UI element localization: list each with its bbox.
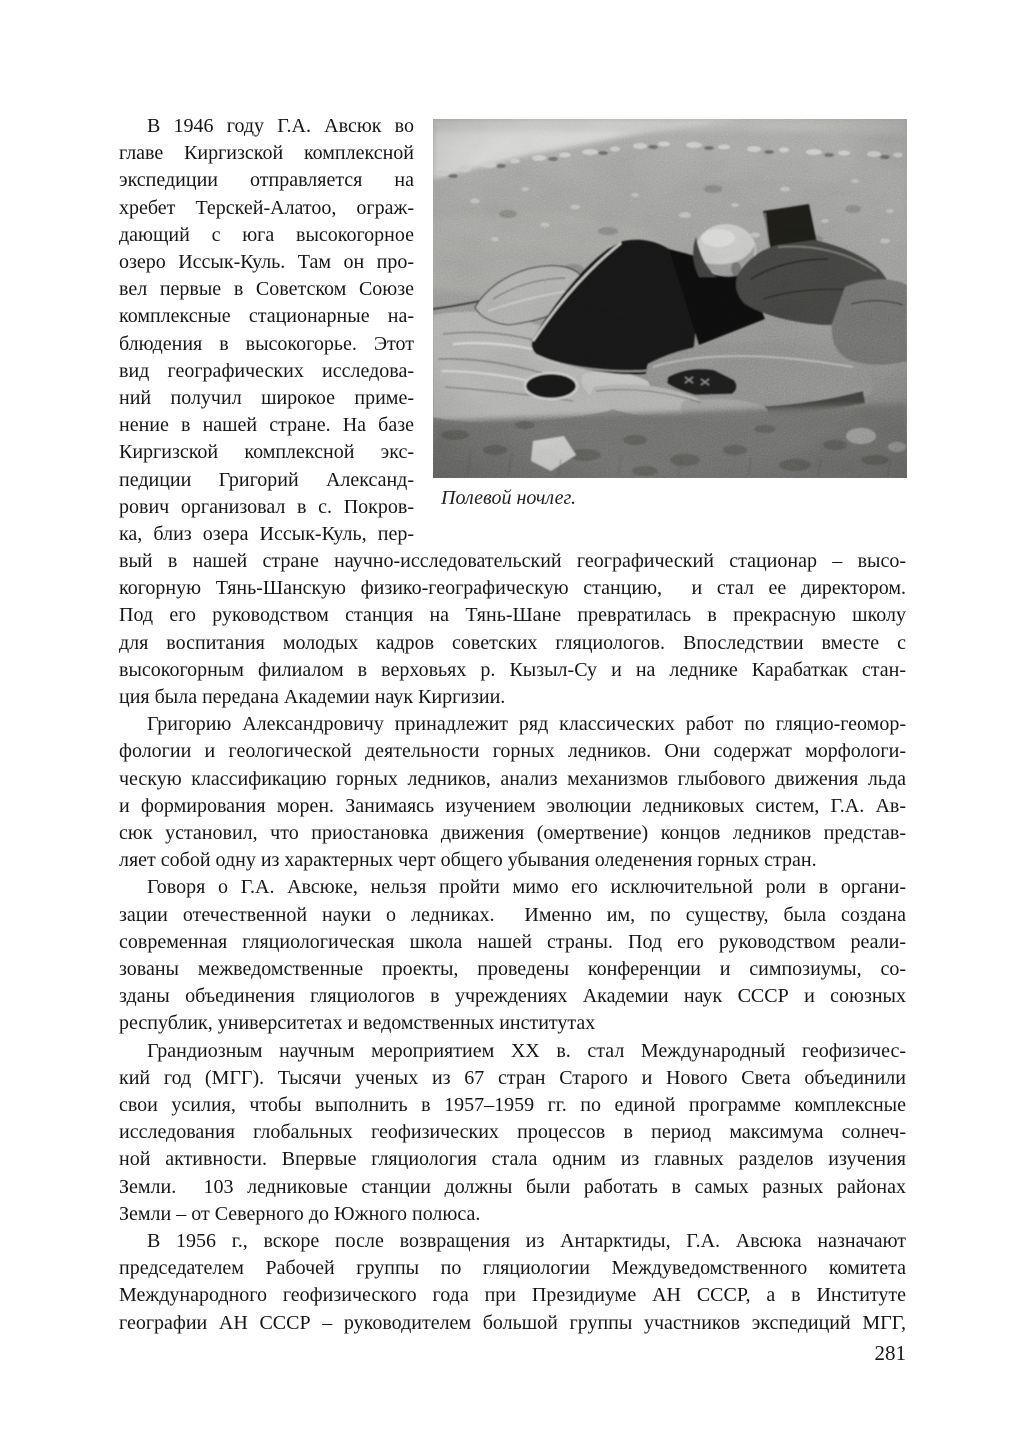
paragraph [119,548,906,711]
text-line: исследования глобальных геофизических процессов в период максимума солнеч- [119,1121,906,1144]
paragraph [119,1038,906,1228]
text-line: блюдения в высокогорье. Этот [119,332,414,355]
text-body [119,548,906,1337]
page-number: 281 [874,1341,906,1365]
text-line: озеро Иссык-Куль. Там он про- [119,251,414,274]
text-line: Земли – от Северного до Южного полюса. [119,1202,481,1225]
paragraph [119,874,906,1037]
figure [433,119,907,510]
field-camp-photo [433,119,907,478]
text-line: дающий с юга высокогорное [119,223,414,246]
text-line: главе Киргизской комплексной [119,142,414,165]
text-line: ка, близ озера Иссык-Куль, пер- [119,523,414,546]
text-line: комплексные стационарные на- [119,305,414,328]
text-line: для воспитания молодых кадров советских гляциологов. Впоследствии вместе с [119,631,906,654]
text-line: Григорию Александровичу принадлежит ряд классических работ по гляцио-геомор- [147,713,906,736]
paragraph [119,1228,906,1337]
text-line: Киргизской комплексной экс- [119,441,414,464]
text-line: председателем Рабочей группы по гляциологии Междуведомственного комитета [119,1257,906,1280]
text-line: ция была передана Академии наук Киргизии. [119,686,506,709]
text-line: вид географических исследова- [119,359,414,382]
text-line: хребет Терскей-Алатоо, ограж- [119,196,414,219]
text-column-left [119,113,414,548]
text-line: сюк установил, что приостановка движения (омертвение) концов ледников представ- [119,822,906,845]
text-line: когорную Тянь-Шанскую физико-географическую станцию, и стал ее директором. [119,577,906,600]
text-line: ческую классификацию горных ледников, анализ механизмов глыбового движения льда [119,767,906,790]
text-line: географии АН СССР – руководителем большой группы участников экспедиций МГГ, [119,1311,906,1334]
text-line: зованы межведомственные проекты, проведены конференции и симпозиумы, со- [119,958,906,981]
paragraph [119,711,906,874]
text-line: зданы объединения гляциологов в учреждениях Академии наук СССР и союзных [119,985,906,1008]
text-line: рович организовал в с. Покров- [119,495,414,518]
text-line: вел первые в Советском Союзе [119,278,414,301]
text-line: экспедиции отправляется на [119,169,414,192]
text-line: кий год (МГГ). Тысячи ученых из 67 стран Старого и Нового Света объединили [119,1066,906,1089]
text-line: современная гляциологическая школа нашей страны. Под его руководством реали- [119,930,906,953]
text-line: Международного геофизического года при Президиуме АН СССР, а в Институте [119,1284,906,1307]
text-line: свои усилия, чтобы выполнить в 1957–1959 гг. по единой программе комплексные [119,1094,906,1117]
text-line: В 1956 г., вскоре после возвращения из Антарктиды, Г.А. Авсюка назначают [147,1230,906,1253]
text-line: Земли. 103 ледниковые станции должны были работать в самых разных районах [119,1175,906,1198]
text-line: Грандиозным научным мероприятием XX в. стал Международный геофизичес- [147,1039,906,1062]
text-line: педиции Григорий Александ- [119,468,414,491]
text-line: В 1946 году Г.А. Авсюк во [147,115,414,137]
text-line: высокогорным филиалом в верховьях р. Кызыл-Су и на леднике Карабаткак стан- [119,658,906,681]
text-line: вый в нашей стране научно-исследовательский географический стационар – высо- [119,550,906,572]
text-line: ляет собой одну из характерных черт общего убывания оледенения горных стран. [119,849,817,872]
text-line: Под его руководством станция на Тянь-Шане превратилась в прекрасную школу [119,604,906,627]
text-line: зации отечественной науки о ледниках. Именно им, по существу, была создана [119,903,906,926]
text-line: нение в нашей стране. На базе [119,414,414,437]
text-line: фологии и геологической деятельности горных ледников. Они содержат морфологи- [119,740,906,763]
text-line: республик, университетах и ведомственных институтах [119,1012,596,1035]
text-line: ний получил широкое приме- [119,387,414,410]
text-line: ной активности. Впервые гляциология стала одним из главных разделов изучения [119,1148,906,1171]
figure-caption: Полевой ночлег. [441,487,577,509]
text-line: и формирования морен. Занимаясь изучением эволюции ледниковых систем, Г.А. Ав- [119,794,906,817]
text-line: Говоря о Г.А. Авсюке, нельзя пройти мимо его исключительной роли в органи- [147,876,906,899]
